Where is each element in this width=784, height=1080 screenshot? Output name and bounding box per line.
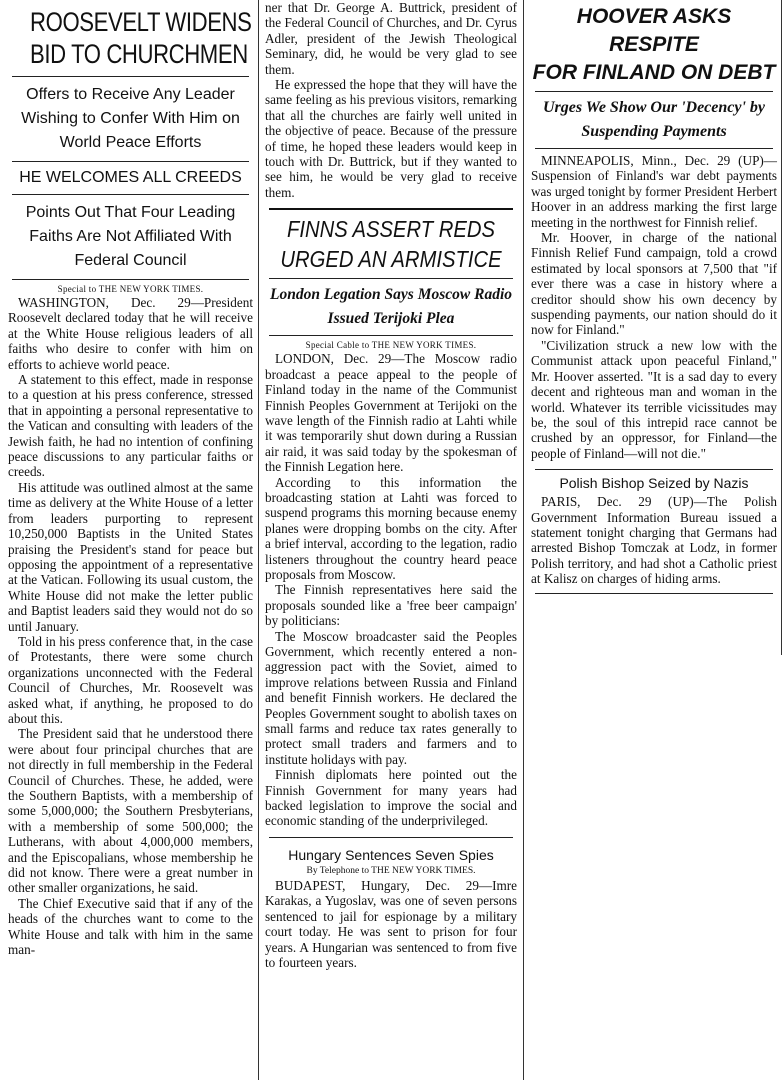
body-paragraph: A statement to this effect, made in response to a question at his press conference, stressed that in appointing a personal representative to the Vatican and consulting with leaders of the Jewish faith, he had no intention of confining peace discussions to any particular faiths or creeds. bbox=[8, 372, 253, 480]
headline-line: ROOSEVELT WIDENS bbox=[30, 7, 252, 37]
body-paragraph: The Moscow broadcaster said the Peoples Government, which recently entered a non-aggression pact with the Soviet, aimed to improve relations between Russia and Finland and benefit Finnish workers. He declared the Peoples Government sought to abolish taxes on small farms and reduce tax rates generally to protect small traders and farmers and to institute holidays with pay. bbox=[265, 628, 517, 767]
body-paragraph: WASHINGTON, Dec. 29—President Roosevelt declared today that he will receive at the White House religious leaders of all faiths who desire to confer with him on efforts to achieve world peace. bbox=[8, 295, 253, 372]
body-paragraph: "Civilization struck a new low with the Communist attack upon peaceful Finland," Mr. Hoover asserted. "It is a sad day to every decent and righteous man and woman in the world. Whatever its terrible vicissitudes may be, the soul of this intrepid race cannot be crushed by an oppressor, for Finland—the people of Finland—will not die." bbox=[531, 337, 777, 461]
body-paragraph: BUDAPEST, Hungary, Dec. 29—Imre Karakas, a Yugoslav, was one of seven persons sentenced to jail for espionage by a military court today. He was sent to prison for four years. A Hungarian was sentenced to from five to fourteen years. bbox=[265, 877, 517, 970]
deck-creeds: HE WELCOMES ALL CREEDS bbox=[19, 169, 242, 186]
body-paragraph: The Finnish representatives here said the proposals sounded like a 'free beer campaign' by politicians: bbox=[265, 582, 517, 629]
headline-line: FINNS ASSERT REDS bbox=[286, 216, 496, 243]
body-paragraph: MINNEAPOLIS, Minn., Dec. 29 (UP)—Suspension of Finland's war debt payments was urged tonight by former President Herbert Hoover in an address marking the first large meeting in the northwest for Finnish relief. bbox=[531, 153, 777, 230]
dateline-credit: By Telephone to THE NEW YORK TIMES. bbox=[306, 865, 476, 876]
body-paragraph: Told in his press conference that, in the case of Protestants, there were some church organizations unconnected with the Federal Council of Churches, Mr. Roosevelt was asked what, if anything, he proposed to do about this. bbox=[8, 633, 253, 726]
body-paragraph: LONDON, Dec. 29—The Moscow radio broadcast a peace appeal to the people of Finland today in the name of the Communist Finnish Peoples Government at Terijoki on the wave length of the Finnish radio at Lahti while it was temporarily shut down during a Russian air raid, it was said today by the spokesman of the Finnish Legation here. bbox=[265, 351, 517, 475]
column-rule bbox=[523, 0, 524, 1080]
headline-hungary: Hungary Sentences Seven Spies bbox=[288, 846, 494, 863]
body-paragraph: Mr. Hoover, in charge of the national Finnish Relief Fund campaign, told a crowd estimated by local sponsors at 7,500 that "if ever there was a case in history where a creditor should show his own decency by suspending payments, our nation should do it now for Finland." bbox=[531, 230, 777, 338]
dateline-credit: Special to THE NEW YORK TIMES. bbox=[57, 284, 204, 294]
deck-london-legation: London Legation Says Moscow Radio Issued Terijoki Plea bbox=[270, 286, 512, 328]
column-rule bbox=[258, 0, 259, 1080]
deck-decency: Urges We Show Our 'Decency' by Suspending Payments bbox=[542, 99, 766, 140]
deck-four-faiths: Points Out That Four Leading Faiths Are Not Affiliated With Federal Council bbox=[25, 204, 236, 269]
article-roosevelt bbox=[2, 0, 256, 1080]
headline-roosevelt bbox=[30, 6, 252, 70]
headline-hoover bbox=[531, 3, 777, 87]
body-paragraph: The Chief Executive said that if any of the heads of the churches want to come to the White House and talk with him in the same man- bbox=[8, 895, 253, 958]
headline-line: FOR FINLAND ON DEBT bbox=[532, 61, 776, 84]
column-rule bbox=[781, 0, 782, 655]
body-paragraph: His attitude was outlined almost at the same time as delivery at the White House of a letter from leaders purporting to represent 10,250,000 Baptists in the United States praising the President's stand for peace but opposing the appointment of a representative at the Vatican. Following its usual custom, the White House did not make the letter public and Baptist leaders said they would not do so until January. bbox=[8, 479, 253, 634]
column-right bbox=[528, 0, 780, 655]
body-paragraph: The President said that he understood there were about four principal churches that are not directly in full membership in the Federal Council of Churches. These, he added, were the Southern Baptists, with a membership of some 5,000,000; the Southern Presbyterians, with a membership of some 500,000; the Lutherans, with about 4,000,000 members, and the Episcopalians, whose membership he did not know. There were a great number in other smaller organizations, he said. bbox=[8, 726, 253, 896]
body-paragraph-continued: ner that Dr. George A. Buttrick, president of the Federal Council of Churches, and Dr. Cyrus Adler, president of the Jewish Theological Seminary, did, he would be very glad to see them. bbox=[265, 0, 517, 77]
deck-offers: Offers to Receive Any Leader Wishing to Confer With Him on World Peace Efforts bbox=[21, 86, 240, 151]
headline-line: HOOVER ASKS RESPITE bbox=[576, 5, 732, 56]
body-paragraph: Finnish diplomats here pointed out the Finnish Government for many years had backed legislation to improve the social and economic standing of the underprivileged. bbox=[265, 767, 517, 829]
headline-line: URGED AN ARMISTICE bbox=[280, 246, 502, 273]
dateline-credit: Special Cable to THE NEW YORK TIMES. bbox=[305, 340, 477, 351]
headline-polish-bishop: Polish Bishop Seized by Nazis bbox=[559, 475, 749, 492]
body-paragraph: PARIS, Dec. 29 (UP)—The Polish Government Information Bureau issued a statement tonight charging that Germans had arrested Bishop Tomczak at Lodz, in former Polish territory, and had shot a Catholic priest at Kalisz on charges of hiding arms. bbox=[531, 494, 777, 587]
column-middle bbox=[262, 0, 520, 1080]
body-paragraph: According to this information the broadcasting station at Lahti was forced to suspend programs this morning because enemy planes were dropping bombs on the city. After a brief interval, according to the legation, radio listeners throughout the country heard peace proposals from Moscow. bbox=[265, 474, 517, 582]
headline-line: BID TO CHURCHMEN bbox=[30, 39, 248, 69]
headline-finns bbox=[280, 214, 502, 274]
body-paragraph-continued: He expressed the hope that they will have the same feeling as his previous visitors, remarking that all the churches are fairly well united in the objective of peace. Because of the pressure of time, he hoped these leaders would keep in touch with Dr. Buttrick, but if they wanted to see him, he would be very glad to receive them. bbox=[265, 77, 517, 200]
